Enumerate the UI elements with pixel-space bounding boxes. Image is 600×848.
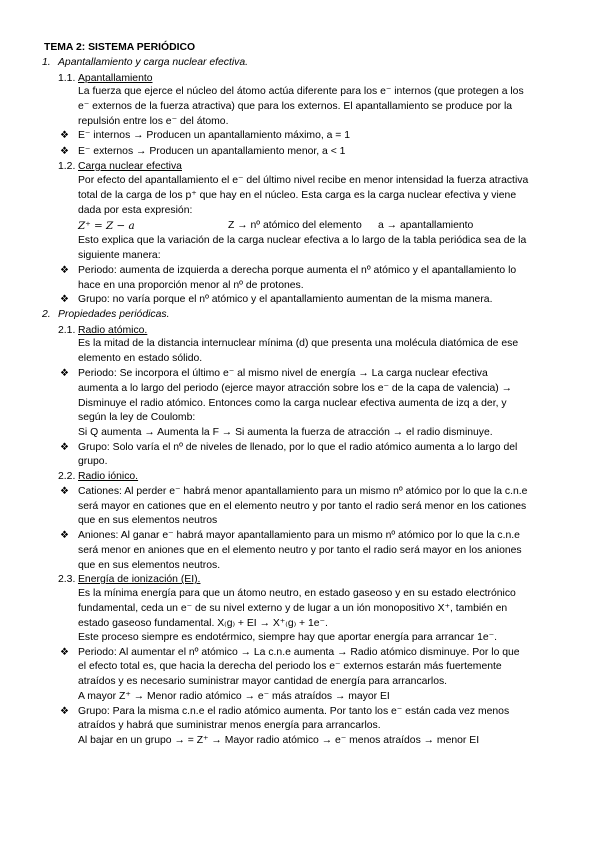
subsection-1-2-number: 1.2. bbox=[58, 161, 76, 172]
section-1-number: 1. bbox=[42, 57, 51, 68]
bullet-icon: ❖ bbox=[60, 294, 69, 305]
subsection-2-3-heading: Energía de ionización (EI). bbox=[78, 574, 201, 585]
paragraph-line: Por efecto del apantallamiento el e⁻ del último nivel recibe en menor intensidad la fuerza atractiva bbox=[78, 175, 529, 186]
bullet-icon: ❖ bbox=[60, 146, 69, 157]
formula-note-a: a → apantallamiento bbox=[378, 220, 474, 231]
paragraph-line: elemento en estado sólido. bbox=[78, 353, 203, 364]
bullet-text: atraídos y habrá que suministrar menos energía para arrancarlos. bbox=[78, 720, 381, 731]
subsection-1-1-number: 1.1. bbox=[58, 73, 76, 84]
bullet-text: según la ley de Coulomb: bbox=[78, 412, 196, 423]
paragraph-line: Es la mínima energía para que un átomo neutro, en estado gaseoso y en su estado electrónico bbox=[78, 588, 516, 599]
bullet-text: Periodo: Se incorpora el último e⁻ al mismo nivel de energía → La carga nuclear efectiva bbox=[78, 368, 488, 379]
bullet-text: hace en una proporción menor al nº de protones. bbox=[78, 280, 304, 291]
bullet-text: Grupo: Solo varía el nº de niveles de llenado, por lo que el radio atómico aumenta a lo largo del bbox=[78, 442, 518, 453]
bullet-text: Grupo: Para la misma c.n.e el radio atómico aumenta. Por tanto los e⁻ están cada vez menos bbox=[78, 706, 510, 717]
section-2-number: 2. bbox=[42, 309, 51, 320]
paragraph-line: Este proceso siempre es endotérmico, siempre hay que aportar energía para arrancar 1e⁻. bbox=[78, 632, 498, 643]
bullet-text: será menor en aniones que en el elemento neutro y por tanto el radio será mayor en los aniones bbox=[78, 545, 522, 556]
bullet-icon: ❖ bbox=[60, 530, 69, 541]
paragraph-line: siguiente manera: bbox=[78, 250, 161, 261]
bullet-text: Si Q aumenta → Aumenta la F → Si aumenta la fuerza de atracción → el radio disminuye. bbox=[78, 427, 493, 438]
bullet-icon: ❖ bbox=[60, 486, 69, 497]
subsection-2-2-heading: Radio iónico. bbox=[78, 471, 139, 482]
paragraph-line: La fuerza que ejerce el núcleo del átomo actúa diferente para los e⁻ internos (que protegen a los bbox=[78, 86, 524, 97]
page-title: TEMA 2: SISTEMA PERIÓDICO bbox=[44, 42, 196, 53]
subsection-1-1-heading: Apantallamiento bbox=[78, 73, 153, 84]
bullet-icon: ❖ bbox=[60, 130, 69, 141]
bullet-text: que en sus elementos neutros bbox=[78, 515, 218, 526]
bullet-text: el efecto total es, que hacia la derecha del periodo los e⁻ externos estarán más fuertemente bbox=[78, 661, 502, 672]
formula-note-z: Z → nº atómico del elemento bbox=[228, 220, 362, 231]
subsection-2-3-number: 2.3. bbox=[58, 574, 76, 585]
paragraph-line: fundamental, ceda un e⁻ de su nivel externo y de lugar a un ión monopositivo X⁺, también en bbox=[78, 603, 508, 614]
bullet-text: Aniones: Al ganar e⁻ habrá mayor apantallamiento para un mismo nº atómico por lo que la c.n.e bbox=[78, 530, 520, 541]
effective-charge-formula: Z⁺ = Z − a bbox=[78, 220, 135, 232]
bullet-text: atraídos y es necesario suministrar mayor cantidad de energía para arrancarlos. bbox=[78, 676, 448, 687]
paragraph-line: Es la mitad de la distancia internuclear mínima (d) que presenta una molécula diatómica de ese bbox=[78, 338, 519, 349]
section-2-heading: Propiedades periódicas. bbox=[58, 309, 170, 320]
bullet-text: Grupo: no varía porque el nº atómico y el apantallamiento aumentan de la misma manera. bbox=[78, 294, 493, 305]
paragraph-line: repulsión entre los e⁻ del átomo. bbox=[78, 116, 229, 127]
section-1-heading: Apantallamiento y carga nuclear efectiva. bbox=[58, 57, 249, 68]
subsection-2-2-number: 2.2. bbox=[58, 471, 76, 482]
bullet-text: E⁻ internos → Producen un apantallamiento máximo, a = 1 bbox=[78, 130, 351, 141]
bullet-text: Periodo: Al aumentar el nº atómico → La c.n.e aumenta → Radio atómico disminuye. Por lo que bbox=[78, 647, 520, 658]
bullet-text: Cationes: Al perder e⁻ habrá menor apantallamiento para un mismo nº atómico por lo que la c.n.e bbox=[78, 486, 528, 497]
subsection-2-1-number: 2.1. bbox=[58, 325, 76, 336]
paragraph-line: estado gaseoso fundamental. X₍g₎ + EI → X⁺₍g₎ + 1e⁻. bbox=[78, 618, 328, 629]
bullet-icon: ❖ bbox=[60, 265, 69, 276]
bullet-text: que en sus elementos neutros. bbox=[78, 560, 221, 571]
subsection-2-1-heading: Radio atómico. bbox=[78, 325, 148, 336]
bullet-icon: ❖ bbox=[60, 647, 69, 658]
bullet-text: Disminuye el radio atómico. Entonces como la carga nuclear efectiva aumenta de izq a der, y bbox=[78, 398, 507, 409]
bullet-text: E⁻ externos → Producen un apantallamiento menor, a < 1 bbox=[78, 146, 346, 157]
paragraph-line: total de la carga de los p⁺ que hay en el núcleo. Esta carga es la carga nuclear efectiva y viene bbox=[78, 190, 517, 201]
bullet-icon: ❖ bbox=[60, 368, 69, 379]
bullet-text: A mayor Z⁺ → Menor radio atómico → e⁻ más atraídos → mayor EI bbox=[78, 691, 390, 702]
bullet-text: grupo. bbox=[78, 456, 108, 467]
bullet-text: Periodo: aumenta de izquierda a derecha porque aumenta el nº atómico y el apantallamiento lo bbox=[78, 265, 517, 276]
bullet-text: será mayor en cationes que en el elemento neutro y por tanto el radio será menor en los cationes bbox=[78, 501, 527, 512]
paragraph-line: Esto explica que la variación de la carga nuclear efectiva a lo largo de la tabla periódica sea de la bbox=[78, 235, 527, 246]
bullet-text: Al bajar en un grupo → = Z⁺ → Mayor radio atómico → e⁻ menos atraídos → menor EI bbox=[78, 735, 480, 746]
bullet-icon: ❖ bbox=[60, 706, 69, 717]
bullet-icon: ❖ bbox=[60, 442, 69, 453]
paragraph-line: dada por esta expresión: bbox=[78, 205, 193, 216]
paragraph-line: e⁻ externos de la fuerza atractiva) que para los externos. El apantallamiento se produce por la bbox=[78, 101, 513, 112]
bullet-text: aumenta a lo largo del periodo (ejerce mayor atracción sobre los e⁻ de la capa de valencia) → bbox=[78, 383, 513, 394]
subsection-1-2-heading: Carga nuclear efectiva bbox=[78, 161, 182, 172]
